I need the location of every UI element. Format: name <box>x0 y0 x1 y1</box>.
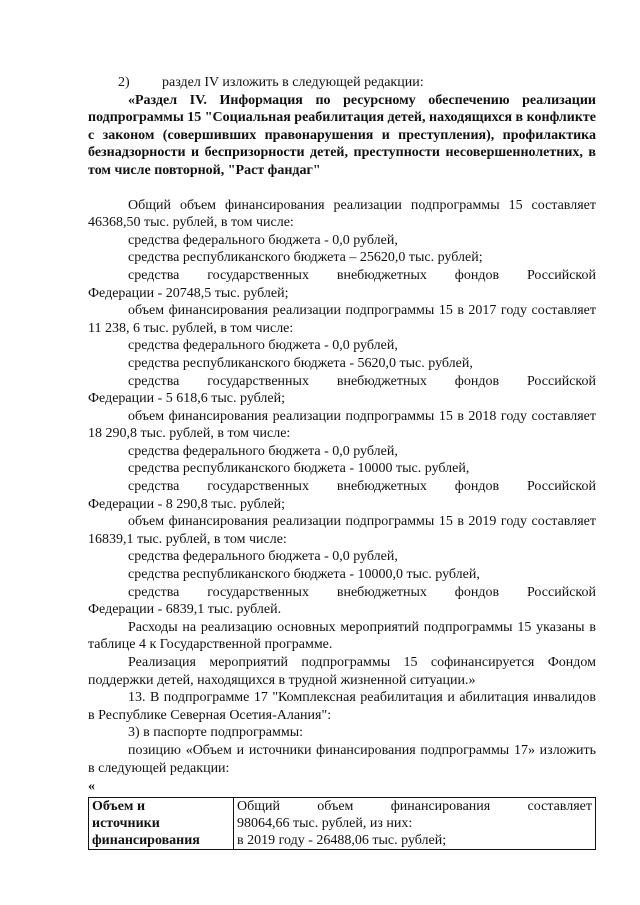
position-paragraph: позицию «Объем и источники финансирования подпрограммы 17» изложить в следующей редакции: <box>88 742 596 776</box>
total-republic: средства республиканского бюджета – 25620,0 тыс. рублей; <box>128 250 483 266</box>
passport-table <box>88 797 596 850</box>
item-text: раздел IV изложить в следующей редакции: <box>162 75 424 90</box>
total-funds-line2: Федерации - 20748,5 тыс. рублей; <box>88 285 289 301</box>
list-item-2 <box>88 74 596 92</box>
2019-federal: средства федерального бюджета - 0,0 рублей, <box>128 549 398 565</box>
total-funds-line1: средства государственных внебюджетных фондов Российской <box>128 267 596 283</box>
financing-2017-paragraph: объем финансирования реализации подпрограммы 15 в 2017 году составляет 11 238, 6 тыс. рублей, в том числе: <box>88 303 596 336</box>
section-heading: «Раздел IV. Информация по ресурсному обеспечению реализации подпрограммы 15 "Социальная реабилитация детей, находящихся в конфликте с законом (совершивших правонарушения и преступления), профилактика безнадзорности и беспризорности детей, преступности несовершеннолетних, в том числе повторной, "Раст фандаг" <box>88 92 596 178</box>
item-number: 2) <box>118 75 130 90</box>
value-line: 98064,66 тыс. рублей, из них: <box>237 815 413 831</box>
total-federal: средства федерального бюджета - 0,0 рублей, <box>128 232 398 248</box>
2019-funds-line1: средства государственных внебюджетных фондов Российской <box>128 584 596 600</box>
value-line: в 2019 году - 26488,06 тыс. рублей; <box>237 832 447 848</box>
expenses-paragraph: Расходы на реализацию основных мероприятий подпрограммы 15 указаны в таблице 4 к Государственной программе. <box>88 619 596 653</box>
2018-funds-line1: средства государственных внебюджетных фондов Российской <box>128 479 596 495</box>
financing-2018-paragraph: объем финансирования реализации подпрограммы 15 в 2018 году составляет 18 290,8 тыс. рублей, в том числе: <box>88 408 596 442</box>
2019-republic: средства республиканского бюджета - 10000,0 тыс. рублей, <box>128 567 480 583</box>
2017-funds-line1: средства государственных внебюджетных фондов Российской <box>128 373 596 389</box>
2018-federal: средства федерального бюджета - 0,0 рублей, <box>128 443 398 459</box>
label-line: финансирования <box>92 832 200 848</box>
item-3-paragraph: 3) в паспорте подпрограммы: <box>128 725 304 741</box>
2017-republic: средства республиканского бюджета - 5620,0 тыс. рублей, <box>128 355 473 371</box>
passport-table-wrapper <box>88 796 596 851</box>
table-value-cell <box>234 797 596 849</box>
2018-funds-line2: Федерации - 8 290,8 тыс. рублей; <box>88 496 286 512</box>
label-line: источники <box>92 815 160 831</box>
document-page <box>88 74 596 851</box>
2018-republic: средства республиканского бюджета - 10000 тыс. рублей, <box>128 461 470 477</box>
item-13-paragraph: 13. В подпрограмме 17 "Комплексная реабилитация и абилитация инвалидов в Республике Северная Осетия-Алания": <box>88 690 596 723</box>
2017-funds-line2: Федерации - 5 618,6 тыс. рублей; <box>88 391 286 407</box>
table-row <box>89 797 596 849</box>
total-financing-paragraph: Общий объем финансирования реализации подпрограммы 15 составляет 46368,50 тыс. рублей, в том числе: <box>88 197 596 231</box>
table-label-cell <box>89 797 234 849</box>
label-line: Объем и <box>92 798 146 814</box>
value-line: Общий объем финансирования составляет <box>237 798 592 814</box>
cofinance-paragraph: Реализация мероприятий подпрограммы 15 софинансируется Фондом поддержки детей, находящихся в трудной жизненной ситуации.» <box>88 655 596 688</box>
open-quote: « <box>88 779 95 795</box>
spacer <box>88 180 596 197</box>
financing-2019-paragraph: объем финансирования реализации подпрограммы 15 в 2019 году составляет 16839,1 тыс. рублей, в том числе: <box>88 514 596 547</box>
2019-funds-line2: Федерации - 6839,1 тыс. рублей. <box>88 602 282 618</box>
2017-federal: средства федерального бюджета - 0,0 рублей, <box>128 338 398 354</box>
